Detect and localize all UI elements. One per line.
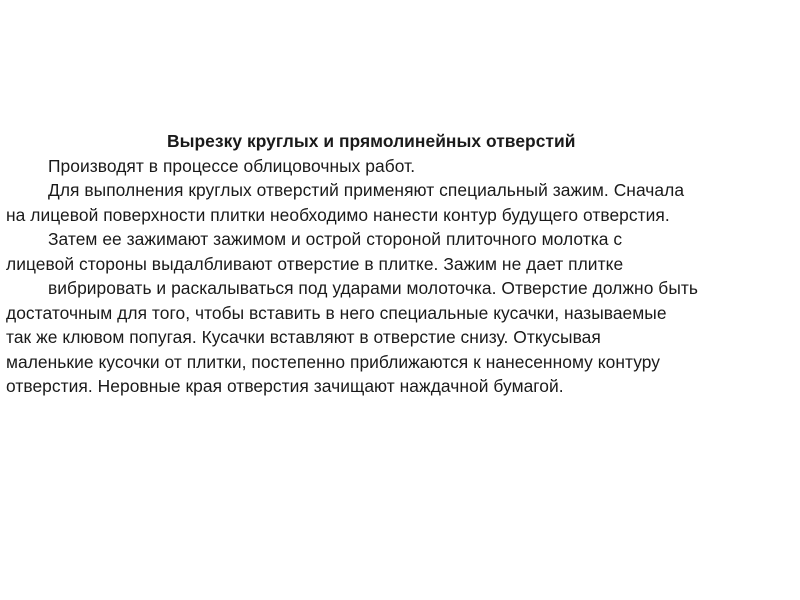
text-line-9: маленькие кусочки от плитки, постепенно приближаются к нанесенному контуру — [6, 351, 661, 372]
text-line-10: отверстия. Неровные края отверстия зачищают наждачной бумагой. — [6, 376, 564, 396]
text-line-5: лицевой стороны выдалбливают отверстие в плитке. Зажим не дает плитке — [6, 253, 624, 274]
document-title: Вырезку круглых и прямолинейных отверстий — [167, 131, 576, 151]
text-line-7: достаточным для того, чтобы вставить в него специальные кусачки, называемые — [6, 302, 667, 323]
text-line-6: вибрировать и раскалываться под ударами молоточка. Отверстие должно быть — [48, 278, 698, 298]
text-line-2: Для выполнения круглых отверстий применяют специальный зажим. Сначала — [48, 180, 685, 200]
text-line-1: Производят в процессе облицовочных работ. — [48, 155, 416, 176]
text-line-8: так же клювом попугая. Кусачки вставляют в отверстие снизу. Откусывая — [6, 327, 601, 347]
document-text — [6, 129, 796, 399]
text-line-3: на лицевой поверхности плитки необходимо нанести контур будущего отверстия. — [6, 204, 670, 225]
text-line-4: Затем ее зажимают зажимом и острой стороной плиточного молотка с — [48, 229, 623, 249]
